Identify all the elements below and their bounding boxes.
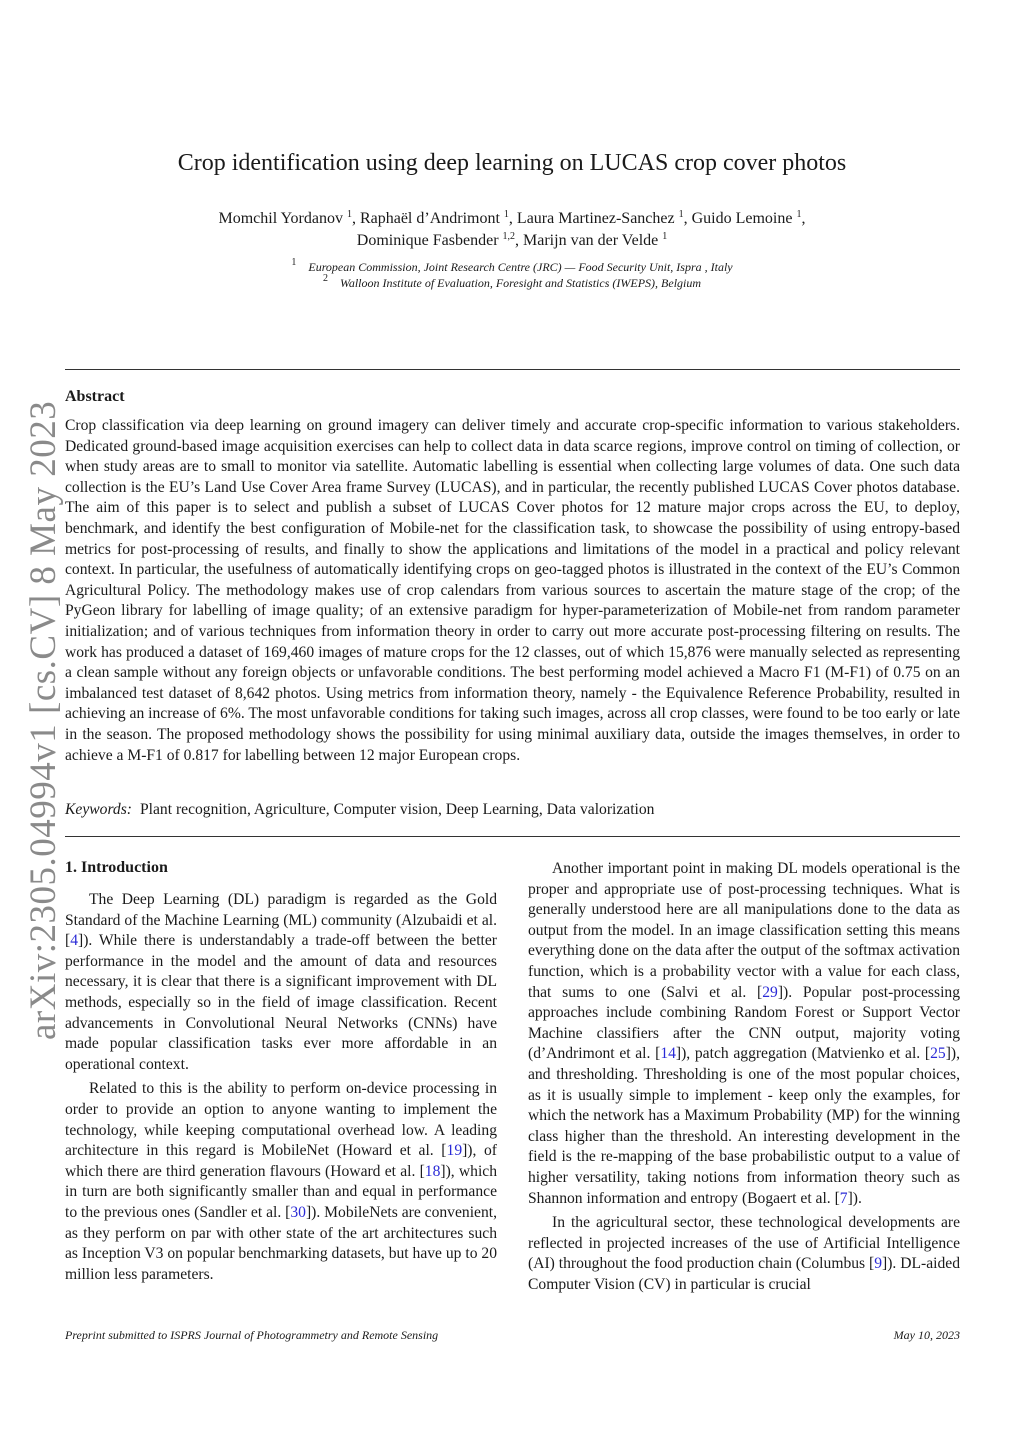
author-list [0, 208, 1024, 252]
paragraph-text: Related to this is the ability to perform on-device processing in order to provide an option to anyone wanting to implement the technology, while keeping computational overhead low. A leading architecture in this regard is MobileNet (Howard et al. [ [65, 1080, 497, 1160]
affiliation-text: Walloon Institute of Evaluation, Foresight and Statistics (IWEPS), Belgium [339, 276, 702, 290]
paragraph-text: ]). DL-aided Computer Vision (CV) in particular is crucial [528, 1255, 960, 1293]
affiliation-1 [0, 259, 1024, 275]
body-paragraph [528, 859, 960, 1209]
top-divider [65, 369, 960, 370]
author-affiliation-sup: 1,2 [502, 231, 516, 242]
right-column [528, 859, 960, 1299]
body-paragraph [65, 890, 497, 1075]
keywords-label: Keywords: [65, 801, 132, 818]
author-separator: , [683, 210, 692, 227]
citation-link[interactable]: 9 [874, 1255, 883, 1273]
left-column-body [65, 890, 497, 1285]
author-name: Guido Lemoine [691, 210, 797, 227]
abstract-heading: Abstract [65, 388, 125, 405]
author-line-1 [0, 208, 1024, 230]
affiliation-2 [0, 275, 1024, 291]
citation-link[interactable]: 14 [660, 1045, 676, 1063]
citation-link[interactable]: 25 [930, 1045, 946, 1063]
affiliation-number: 2 [322, 273, 328, 284]
paragraph-text: ]), which in turn are both significantly smaller than and equal in performance to the previous ones (Sandler et al. [ [65, 1162, 497, 1221]
citation-link[interactable]: 18 [424, 1162, 441, 1180]
citation-link[interactable]: 7 [839, 1189, 848, 1207]
author-line-2 [0, 230, 1024, 252]
paragraph-text: Another important point in making DL models operational is the proper and appropriate use of post-processing techniques. What is generally understood here are all manipulations done to the data as output from the model. In an image classification setting this means everything done on the data after the output of the softmax activation function, which is a probability vector with a value for each class, that sums to one (Salvi et al. [ [528, 860, 960, 1001]
paragraph-text: ]). Popular post-processing approaches include combining Random Forest or Support Vector Machine classifiers after the CNN output, majority voting (d’Andrimont et al. [ [528, 983, 960, 1063]
author-name: Dominique Fasbender [356, 232, 503, 249]
author-affiliation-sup: 1 [503, 209, 509, 220]
arxiv-identifier: arXiv:2305.04994v1 [cs.CV] 8 May 2023 [23, 400, 64, 1040]
affiliation-number: 1 [291, 257, 297, 268]
paragraph-text: ]). [847, 1189, 862, 1207]
paragraph-text: ]). While there is understandably a trade-off between the better performance in the model and the amount of data and resources necessary, it is clear that there is a significant improvement with DL methods, especially so in the field of image classification. Recent advancements in Convolutional Neural Networks (CNNs) have made popular classification tasks ever more affordable in an operational context. [65, 932, 497, 1073]
author-separator: , [508, 210, 517, 227]
author-separator: , [801, 210, 806, 227]
author-name: Raphaël d’Andrimont [359, 210, 504, 227]
left-column [65, 858, 497, 1289]
body-paragraph [65, 1079, 497, 1285]
paragraph-text: ]), patch aggregation (Matvienko et al. [ [675, 1045, 931, 1063]
paragraph-text: ]), and thresholding. Thresholding is one of the most popular choices, as it is usually simple to implement - keep only the examples, for which the network has a Maximum Probability (MP) for the winning class higher than the threshold. An interesting development in the field is the re-mapping of the base probabilistic output to a value of higher versatility, taking notions from information theory such as Shannon information and entropy (Bogaert et al. [ [528, 1045, 960, 1207]
paragraph-text: In the agricultural sector, these technological developments are reflected in projected increases of the use of Artificial Intelligence (AI) throughout the food production chain (Columbus [ [528, 1214, 960, 1273]
keywords [65, 800, 960, 820]
paragraph-text: The Deep Learning (DL) paradigm is regarded as the Gold Standard of the Machine Learning (ML) community (Alzubaidi et al. [ [65, 891, 497, 950]
citation-link[interactable]: 4 [70, 932, 78, 950]
body-paragraph [528, 1213, 960, 1295]
affiliation-text: European Commission, Joint Research Centre (JRC) — Food Security Unit, Ispra , Italy [308, 260, 733, 274]
footer-journal: Preprint submitted to ISPRS Journal of Photogrammetry and Remote Sensing [65, 1328, 439, 1342]
author-affiliation-sup: 1 [662, 231, 668, 242]
abstract-text: Crop classification via deep learning on ground imagery can deliver timely and accurate crop-specific information to various stakeholders. Dedicated ground-based image acquisition exercises can help to collect data in data scarce regions, improve control on timing of collection, or when study areas are to small to monitor via satellite. Automatic labelling is essential when collecting large volumes of data. One such data collection is the EU’s Land Use Cover Area frame Survey (LUCAS), and in particular, the recently published LUCAS Cover photos database. The aim of this paper is to select and publish a subset of LUCAS Cover photos for 12 mature major crops across the EU, to deploy, benchmark, and identify the best configuration of Mobile-net for the classification task, to showcase the possibility of using entropy-based metrics for post-processing of results, and finally to show the applications and limitations of the model in a practical and policy relevant context. In particular, the usefulness of automatically identifying crops on geo-tagged photos is illustrated in the context of the EU’s Common Agricultural Policy. The methodology makes use of crop calendars from various sources to ascertain the mature stage of the crop; of the PyGeon library for labelling of image quality; of an extensive paradigm for hyper-parameterization of Mobile-net from random parameter initialization; and of various techniques from information theory in order to carry out more accurate post-processing filtering on results. The work has produced a dataset of 169,460 images of mature crops for the 12 classes, out of which 15,876 were manually selected as representing a clean sample without any foreign objects or unfavorable conditions. The best performing model achieved a Macro F1 (M-F1) of 0.75 on an imbalanced test dataset of 8,642 photos. Using metrics from information theory, namely - the Equivalence Reference Probability, resulted in achieving an increase of 6%. The most unfavorable conditions for taking such images, across all crop classes, were found to be too early or late in the season. The proposed methodology shows the possibility for using minimal auxiliary data, outside the images themselves, in order to achieve a M-F1 of 0.817 for labelling between 12 major European crops. [65, 417, 960, 764]
paragraph-text: ]), of which there are third generation flavours (Howard et al. [ [65, 1142, 497, 1180]
citation-link[interactable]: 19 [446, 1142, 463, 1160]
author-affiliation-sup: 1 [796, 209, 802, 220]
footer-date: May 10, 2023 [893, 1328, 960, 1342]
citation-link[interactable]: 29 [762, 983, 778, 1001]
author-affiliation-sup: 1 [678, 209, 684, 220]
paragraph-text: ]). MobileNets are convenient, as they perform on par with other state of the art architectures such as Inception V3 on popular benchmarking datasets, but have up to 20 million less parameters. [65, 1203, 497, 1283]
author-name: Marijn van der Velde [523, 232, 663, 249]
affiliation-list [0, 259, 1024, 291]
author-affiliation-sup: 1 [346, 209, 352, 220]
author-separator: , [351, 210, 360, 227]
paper-title: Crop identification using deep learning on LUCAS crop cover photos [177, 150, 847, 176]
right-column-body [528, 859, 960, 1295]
author-name: Laura Martinez-Sanchez [516, 210, 679, 227]
section-heading-introduction: 1. Introduction [65, 859, 168, 876]
citation-link[interactable]: 30 [290, 1203, 306, 1221]
author-separator: , [515, 232, 524, 249]
author-name: Momchil Yordanov [218, 210, 347, 227]
bottom-divider [65, 836, 960, 837]
keywords-text: Plant recognition, Agriculture, Computer vision, Deep Learning, Data valorization [140, 801, 655, 818]
